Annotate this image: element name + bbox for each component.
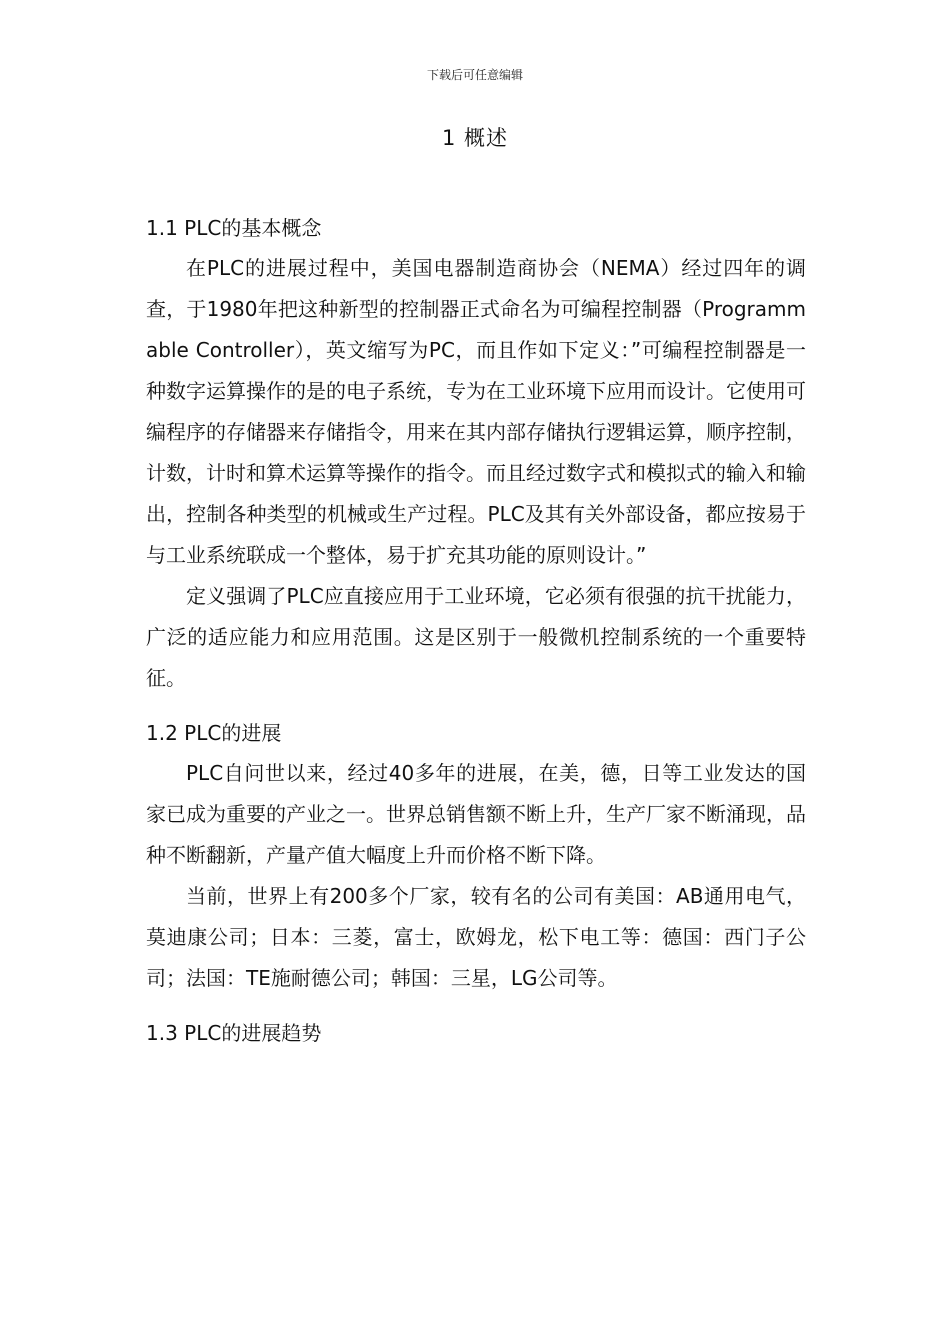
section-spacer bbox=[146, 699, 806, 713]
document-body bbox=[146, 208, 806, 1053]
section-1-3 bbox=[146, 1013, 806, 1053]
chapter-title: 1 概述 bbox=[441, 126, 509, 150]
section-1-1 bbox=[146, 208, 806, 699]
paragraph: 在PLC的进展过程中，美国电器制造商协会（NEMA）经过四年的调查，于1980年把这种新型的控制器正式命名为可编程控制器（Programmable Controller），英文缩写为PC，而且作如下定义：”可编程控制器是一种数字运算操作的是的电子系统，专为在工业环境下应用而设计。它使用可编程序的存储器来存储指令，用来在其内部存储执行逻辑运算，顺序控制，计数，计时和算术运算等操作的指令。而且经过数字式和模拟式的输入和输出，控制各种类型的机械或生产过程。PLC及其有关外部设备，都应按易于与工业系统联成一个整体，易于扩充其功能的原则设计。” bbox=[146, 256, 806, 567]
page-header-note: 下载后可任意编辑 bbox=[426, 68, 523, 82]
paragraph: PLC自问世以来，经过40多年的进展，在美，德，日等工业发达的国家已成为重要的产业之一。世界总销售额不断上升，生产厂家不断涌现，品种不断翻新，产量产值大幅度上升而价格不断下降。 bbox=[146, 761, 806, 867]
section-heading: 1.1 PLC的基本概念 bbox=[146, 216, 322, 240]
section-heading: 1.2 PLC的进展 bbox=[146, 721, 282, 745]
section-heading: 1.3 PLC的进展趋势 bbox=[146, 1021, 322, 1045]
section-1-2 bbox=[146, 713, 806, 999]
paragraph: 定义强调了PLC应直接应用于工业环境，它必须有很强的抗干扰能力，广泛的适应能力和应用范围。这是区别于一般微机控制系统的一个重要特征。 bbox=[146, 584, 806, 690]
paragraph: 当前，世界上有200多个厂家，较有名的公司有美国：AB通用电气，莫迪康公司；日本：三菱，富士，欧姆龙，松下电工等：德国：西门子公司；法国：TE施耐德公司；韩国：三星，LG公司等。 bbox=[146, 884, 806, 990]
section-spacer bbox=[146, 999, 806, 1013]
